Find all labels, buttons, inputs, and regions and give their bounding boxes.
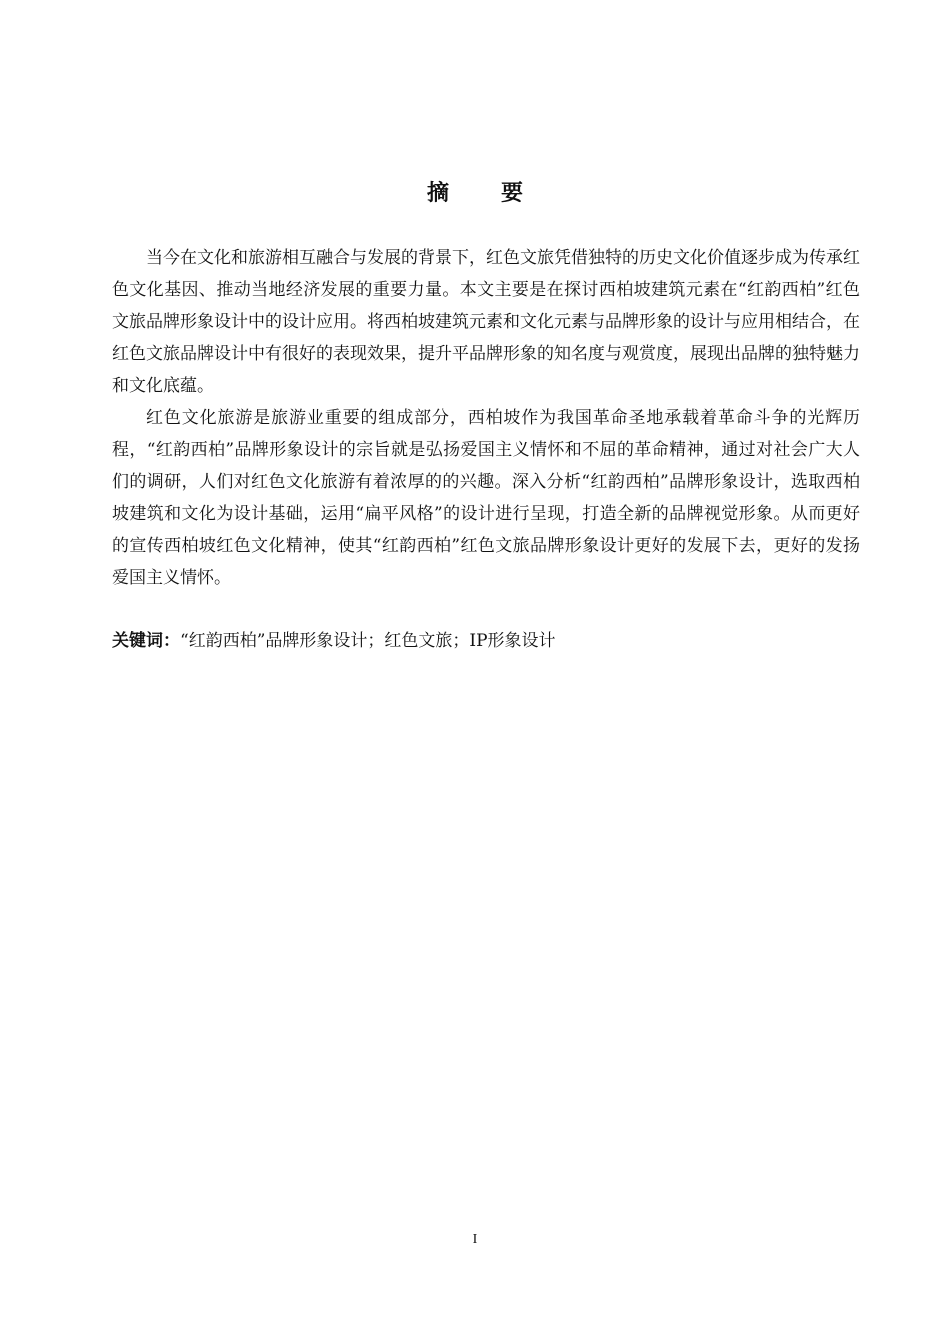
page-title: 摘要 bbox=[426, 181, 575, 206]
abstract-body bbox=[112, 242, 860, 594]
keywords-line bbox=[112, 625, 860, 657]
abstract-paragraph-2: 红色文化旅游是旅游业重要的组成部分，西柏坡作为我国革命圣地承载着革命斗争的光辉历程，“红韵西柏”品牌形象设计的宗旨就是弘扬爱国主义情怀和不屈的革命精神，通过对社会广大人们的调研，人们对红色文化旅游有着浓厚的的兴趣。深入分析“红韵西柏”品牌形象设计，选取西柏坡建筑和文化为设计基础，运用“扁平风格”的设计进行呈现，打造全新的品牌视觉形象。从而更好的宣传西柏坡红色文化精神，使其“红韵西柏”红色文旅品牌形象设计更好的发展下去，更好的发扬爱国主义情怀。 bbox=[112, 408, 860, 588]
keywords-value: “红韵西柏”品牌形象设计；红色文旅；IP形象设计 bbox=[180, 631, 556, 651]
page-number: I bbox=[472, 1232, 478, 1247]
keywords-label: 关键词： bbox=[112, 631, 180, 651]
abstract-paragraph-1: 当今在文化和旅游相互融合与发展的背景下，红色文旅凭借独特的历史文化价值逐步成为传承红色文化基因、推动当地经济发展的重要力量。本文主要是在探讨西柏坡建筑元素在“红韵西柏”红色文旅品牌形象设计中的设计应用。将西柏坡建筑元素和文化元素与品牌形象的设计与应用相结合，在红色文旅品牌设计中有很好的表现效果，提升平品牌形象的知名度与观赏度，展现出品牌的独特魅力和文化底蕴。 bbox=[112, 248, 860, 396]
